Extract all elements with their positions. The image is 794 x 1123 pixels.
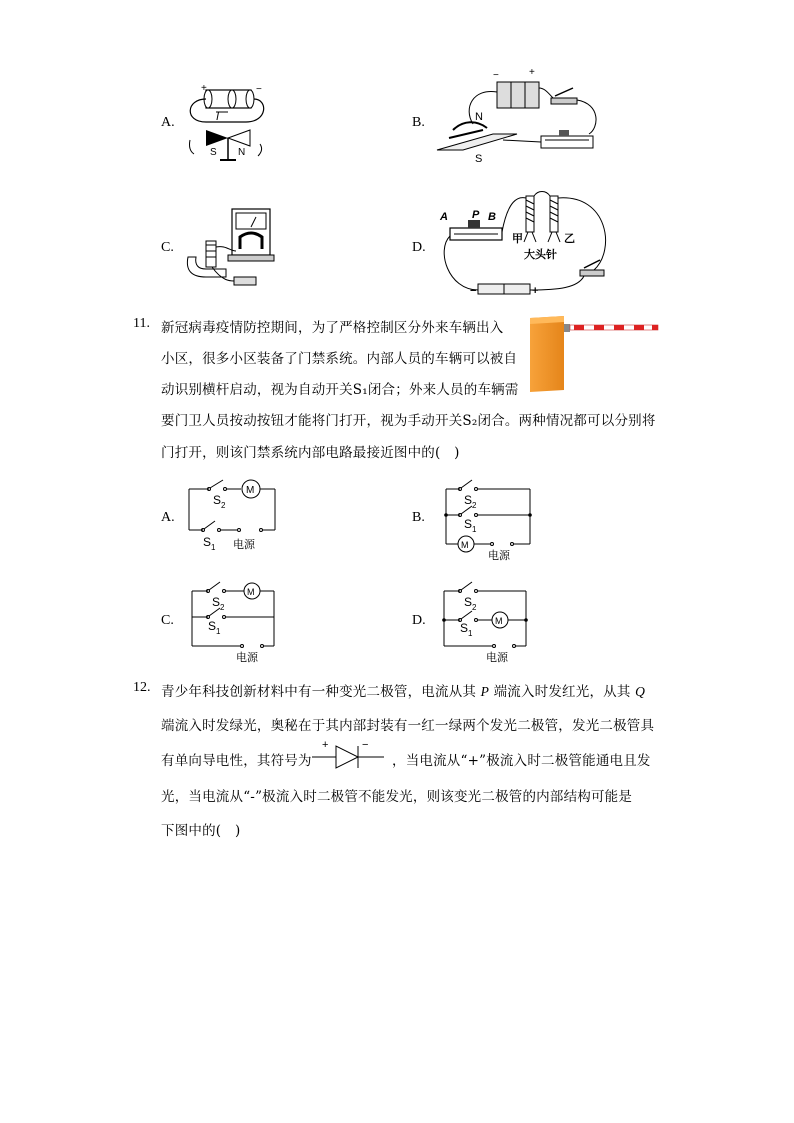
q10d-jia: 甲 [512, 233, 523, 245]
q10d-b: B [488, 211, 496, 223]
q10a-current: I [216, 111, 220, 123]
q10d-yi: 乙 [564, 233, 575, 245]
q11-option-b-circuit [440, 478, 540, 564]
q11-line-2: 小区，很多小区装备了门禁系统。内部人员的车辆可以被自 [161, 351, 518, 367]
q11a-motor: M [246, 485, 255, 496]
q12-line-4: 光，当电流从“-”极流入时二极管不能发光，则该变光二极管的内部结构可能是 [161, 789, 633, 805]
q12-line-2: 端流入时发绿光，奥秘在于其内部封装有一红一绿两个发光二极管，发光二极管具 [161, 718, 655, 734]
q11c-power: 电源 [236, 652, 258, 664]
q11-line-3: 动识别横杆启动，视为自动开关S₁闭合；外来人员的车辆需 [161, 382, 519, 398]
q11d-s1: S [460, 621, 469, 635]
q10-option-a-figure [176, 80, 276, 170]
q11c-s1-sub: 1 [216, 627, 221, 636]
q12-q: Q [635, 684, 646, 699]
q10b-minus: − [493, 70, 499, 81]
q11-option-c-label: C. [161, 613, 174, 628]
q11c-motor: M [247, 587, 255, 597]
q10-option-c-figure [182, 205, 274, 287]
q10a-minus: − [256, 84, 262, 95]
q11b-motor: M [461, 540, 469, 550]
q11b-s1-sub: 1 [472, 525, 477, 534]
q11d-s2-sub: 2 [472, 603, 477, 612]
q11-option-a-circuit [185, 478, 285, 553]
q10d-p: P [472, 209, 480, 221]
q10a-plus: + [201, 83, 207, 94]
q10-option-c-label: C. [161, 240, 174, 255]
q12-line-1 [161, 680, 645, 700]
q10b-n: N [475, 111, 483, 123]
q11b-s2-sub: 2 [472, 501, 477, 510]
q11d-s1-sub: 1 [468, 629, 473, 638]
q11-option-d-label: D. [412, 613, 426, 628]
q10-option-d-figure [438, 190, 610, 302]
barrier-gate-image [528, 312, 660, 394]
q10b-plus: + [529, 67, 535, 78]
q10d-a: A [440, 211, 448, 223]
diode-plus: + [322, 739, 329, 751]
q11-option-a-label: A. [161, 510, 175, 525]
q12-number: 12. [133, 680, 151, 695]
q11a-s2-sub: 2 [221, 501, 226, 510]
q11b-s1: S [464, 517, 473, 531]
q10-option-d-label: D. [412, 240, 426, 255]
q12-line-1-pre: 青少年科技创新材料中有一种变光二极管，电流从其 [161, 684, 477, 700]
q10d-pin: 大头针 [524, 249, 557, 261]
q11-option-d-circuit [440, 580, 540, 666]
q10a-n: N [238, 147, 246, 158]
q11-option-c-circuit [188, 580, 288, 666]
q10-option-b-figure [433, 68, 603, 168]
q11d-power: 电源 [486, 652, 508, 664]
q11b-s2: S [464, 493, 473, 507]
diode-minus: − [362, 739, 369, 751]
q12-line-3-post: ，当电流从“+”极流入时二极管能通电且发 [392, 753, 651, 769]
q11c-s1: S [208, 619, 217, 633]
q10b-s: S [475, 153, 483, 165]
diode-symbol [312, 738, 388, 772]
q12-p: P [480, 684, 490, 699]
q11d-motor: M [495, 616, 503, 626]
q11-number: 11. [133, 316, 150, 331]
q11d-s2: S [464, 595, 473, 609]
q10d-minus: − [470, 285, 477, 297]
q11-line-1: 新冠病毒疫情防控期间，为了严格控制区分外来车辆出入 [161, 320, 504, 336]
q11-line-5: 门打开，则该门禁系统内部电路最接近图中的( ) [161, 445, 460, 461]
q11a-power: 电源 [233, 539, 255, 551]
q11c-s2: S [212, 595, 221, 609]
q11a-s1-sub: 1 [211, 543, 216, 552]
q10d-plus: + [532, 285, 539, 297]
q10-option-a-label: A. [161, 115, 175, 130]
q11b-power: 电源 [488, 550, 510, 562]
q10a-s: S [210, 147, 217, 158]
q11-option-b-label: B. [412, 510, 425, 525]
q11-line-4: 要门卫人员按动按钮才能将门打开，视为手动开关S₂闭合。两种情况都可以分别将 [161, 413, 656, 429]
q11a-s1: S [203, 535, 212, 549]
q10-option-b-label: B. [412, 115, 425, 130]
q11c-s2-sub: 2 [220, 603, 225, 612]
q12-line-1-mid: 端流入时发红光，从其 [493, 684, 631, 700]
q12-line-3-pre: 有单向导电性，其符号为 [161, 753, 312, 769]
q11a-s2: S [213, 493, 222, 507]
q12-line-5: 下图中的( ) [161, 823, 241, 839]
